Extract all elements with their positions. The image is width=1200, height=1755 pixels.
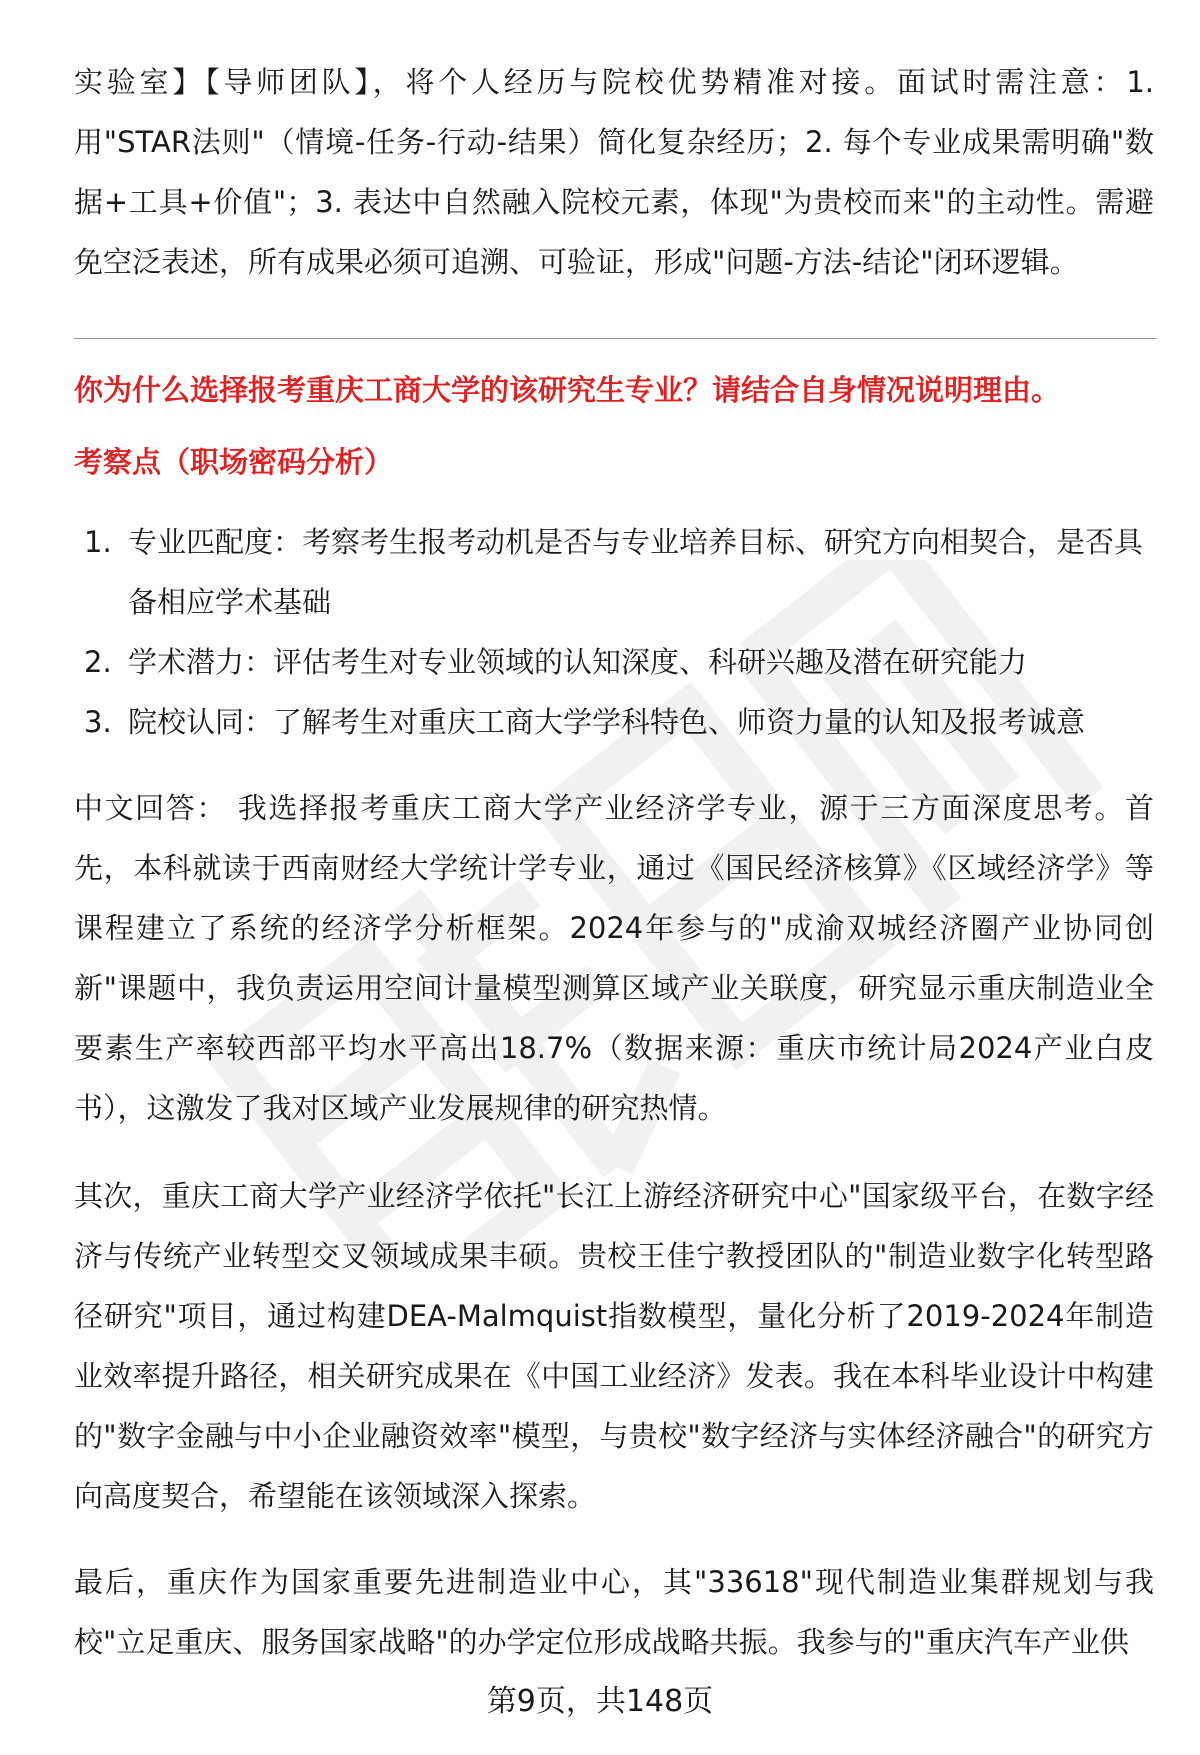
intro-section (74, 52, 1154, 292)
list-item-text: 专业匹配度：考察考生报考动机是否与专业培养目标、研究方向相契合，是否具备相应学术基础 (128, 525, 1144, 619)
list-item-number: 2. (84, 645, 112, 679)
list-item-number: 3. (84, 705, 112, 739)
question-heading: 你为什么选择报考重庆工商大学的该研究生专业？请结合自身情况说明理由。 (74, 373, 1061, 407)
answer-paragraph-3-wrap (74, 1552, 1154, 1672)
answer-paragraph-2: 其次，重庆工商大学产业经济学依托"长江上游经济研究中心"国家级平台，在数字经济与传统产业转型交叉领域成果丰硕。贵校王佳宁教授团队的"制造业数字化转型路径研究"项目，通过构建DEA-Malmquist指数模型，量化分析了2019-2024年制造业效率提升路径，相关研究成果在《中国工业经济》发表。我在本科毕业设计中构建的"数字金融与中小企业融资效率"模型，与贵校"数字经济与实体经济融合"的研究方向高度契合，希望能在该领域深入探索。 (74, 1179, 1154, 1513)
section-divider (74, 338, 1157, 339)
intro-paragraph: 实验室】【导师团队】，将个人经历与院校优势精准对接。面试时需注意：1. 用"STAR法则"（情境-任务-行动-结果）简化复杂经历；2. 每个专业成果需明确"数据+工具+价值"；3. 表达中自然融入院校元素，体现"为贵校而来"的主动性。需避免空泛表述，所有成果必须可追溯、可验证，形成"问题-方法-结论"闭环逻辑。 (74, 65, 1154, 279)
points-list (74, 512, 1154, 752)
points-title: 考察点（职场密码分析） (74, 445, 394, 479)
list-item (74, 632, 1154, 692)
answer-paragraph-2-wrap (74, 1166, 1154, 1526)
answer-paragraph-1-wrap (74, 778, 1154, 1138)
answer-paragraph-1: 中文回答： 我选择报考重庆工商大学产业经济学专业，源于三方面深度思考。首先，本科就读于西南财经大学统计学专业，通过《国民经济核算》《区域经济学》等课程建立了系统的经济学分析框架。2024年参与的"成渝双城经济圈产业协同创新"课题中，我负责运用空间计量模型测算区域产业关联度，研究显示重庆制造业全要素生产率较西部平均水平高出18.7%（数据来源：重庆市统计局2024产业白皮书），这激发了我对区域产业发展规律的研究热情。 (74, 791, 1154, 1125)
page-footer: 第9页，共148页 (486, 1684, 714, 1719)
answer-paragraph-3: 最后，重庆作为国家重要先进制造业中心，其"33618"现代制造业集群规划与我校"立足重庆、服务国家战略"的办学定位形成战略共振。我参与的"重庆汽车产业供 (74, 1565, 1154, 1659)
list-item-text: 学术潜力：评估考生对专业领域的认知深度、科研兴趣及潜在研究能力 (128, 645, 1028, 679)
list-item (74, 512, 1154, 632)
list-item-number: 1. (84, 525, 112, 559)
list-item-text: 院校认同：了解考生对重庆工商大学学科特色、师资力量的认知及报考诚意 (128, 705, 1086, 739)
list-item (74, 692, 1154, 752)
